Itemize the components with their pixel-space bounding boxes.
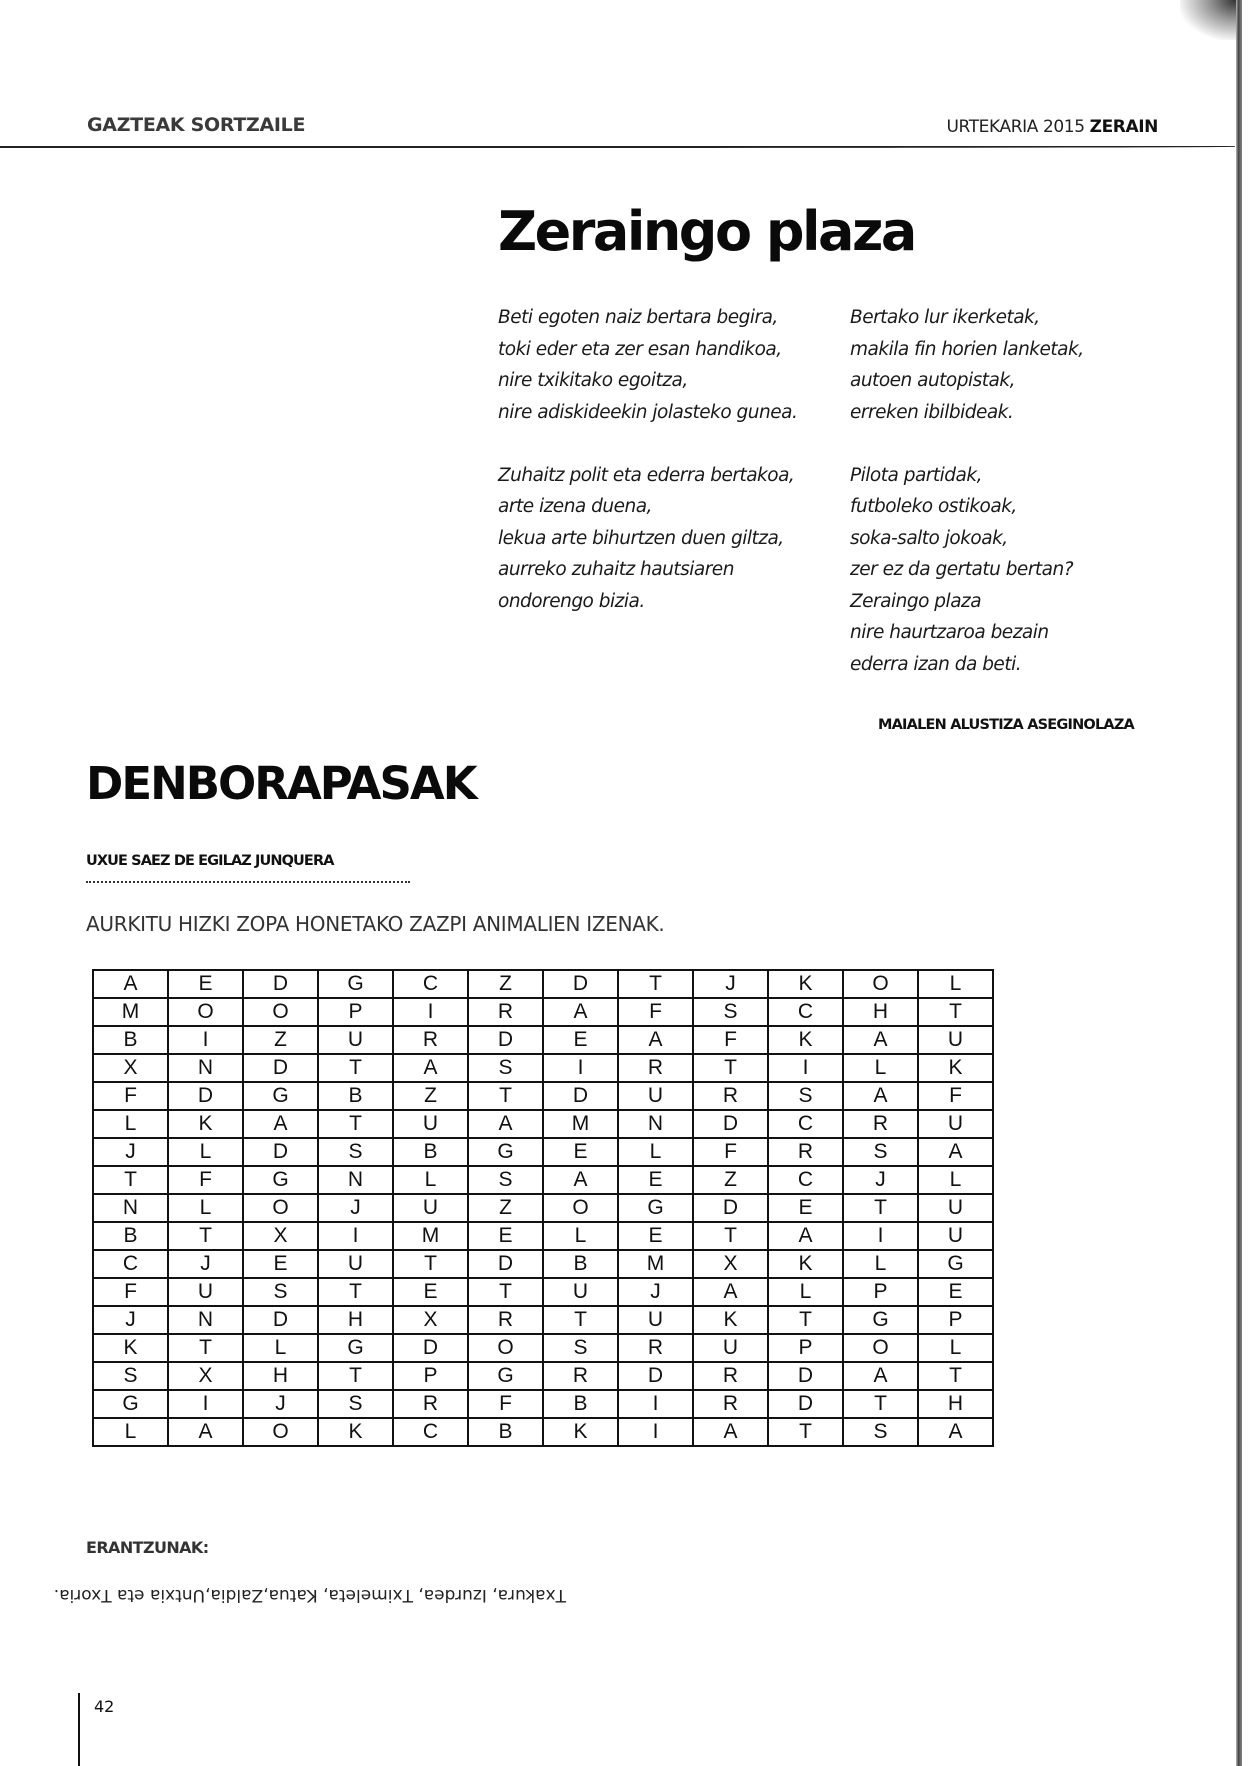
grid-cell: S bbox=[693, 998, 768, 1026]
grid-cell: C bbox=[93, 1250, 168, 1278]
grid-cell: T bbox=[693, 1054, 768, 1082]
grid-cell: D bbox=[768, 1390, 843, 1418]
grid-cell: A bbox=[768, 1222, 843, 1250]
grid-cell: U bbox=[318, 1026, 393, 1054]
poem-line: Zuhaitz polit eta ederra bertakoa, bbox=[498, 464, 795, 486]
grid-cell: L bbox=[93, 1110, 168, 1138]
grid-cell: T bbox=[318, 1054, 393, 1082]
grid-cell: J bbox=[843, 1166, 918, 1194]
grid-cell: G bbox=[243, 1082, 318, 1110]
grid-cell: U bbox=[393, 1194, 468, 1222]
grid-cell: K bbox=[93, 1334, 168, 1362]
grid-cell: T bbox=[768, 1306, 843, 1334]
grid-cell: R bbox=[843, 1110, 918, 1138]
grid-cell: I bbox=[618, 1418, 693, 1446]
grid-cell: I bbox=[843, 1222, 918, 1250]
grid-cell: K bbox=[768, 970, 843, 998]
grid-cell: P bbox=[918, 1306, 993, 1334]
grid-cell: A bbox=[843, 1362, 918, 1390]
poem-line: Bertako lur ikerketak, bbox=[850, 307, 1040, 328]
grid-cell: K bbox=[768, 1250, 843, 1278]
grid-cell: M bbox=[543, 1110, 618, 1138]
grid-cell: T bbox=[468, 1278, 543, 1306]
puzzle-instruction: AURKITU HIZKI ZOPA HONETAKO ZAZPI ANIMALIEN IZENAK. bbox=[86, 912, 665, 936]
grid-cell: E bbox=[168, 970, 243, 998]
grid-cell: R bbox=[393, 1390, 468, 1418]
grid-cell: T bbox=[693, 1222, 768, 1250]
grid-cell: T bbox=[543, 1306, 618, 1334]
grid-cell: I bbox=[618, 1390, 693, 1418]
grid-cell: A bbox=[93, 970, 168, 998]
grid-cell: F bbox=[468, 1390, 543, 1418]
grid-cell: U bbox=[168, 1278, 243, 1306]
grid-cell: A bbox=[393, 1054, 468, 1082]
answers-label: ERANTZUNAK: bbox=[86, 1538, 209, 1557]
grid-cell: U bbox=[318, 1250, 393, 1278]
grid-cell: E bbox=[243, 1250, 318, 1278]
grid-row bbox=[93, 1166, 993, 1194]
grid-cell: G bbox=[618, 1194, 693, 1222]
grid-cell: R bbox=[468, 998, 543, 1026]
grid-cell: X bbox=[168, 1362, 243, 1390]
grid-cell: X bbox=[243, 1222, 318, 1250]
poem-line: futboleko ostikoak, bbox=[850, 496, 1017, 517]
poem-line: aurreko zuhaitz hautsiaren bbox=[498, 559, 734, 580]
grid-cell: H bbox=[843, 998, 918, 1026]
grid-cell: H bbox=[243, 1362, 318, 1390]
section-header: GAZTEAK SORTZAILE bbox=[87, 114, 306, 136]
grid-row bbox=[93, 1194, 993, 1222]
grid-cell: U bbox=[618, 1082, 693, 1110]
grid-row bbox=[93, 1418, 993, 1446]
grid-cell: T bbox=[768, 1418, 843, 1446]
grid-cell: P bbox=[768, 1334, 843, 1362]
grid-cell: X bbox=[393, 1306, 468, 1334]
grid-cell: F bbox=[918, 1082, 993, 1110]
grid-cell: A bbox=[843, 1026, 918, 1054]
page-corner-shadow bbox=[1180, 0, 1236, 40]
grid-cell: S bbox=[93, 1362, 168, 1390]
grid-cell: E bbox=[768, 1194, 843, 1222]
grid-cell: A bbox=[543, 998, 618, 1026]
grid-cell: I bbox=[318, 1222, 393, 1250]
poem-line: ondorengo bizia. bbox=[498, 590, 645, 612]
grid-cell: Z bbox=[243, 1026, 318, 1054]
grid-cell: A bbox=[618, 1026, 693, 1054]
grid-cell: U bbox=[693, 1334, 768, 1362]
publication-header bbox=[946, 117, 1158, 137]
grid-cell: G bbox=[318, 970, 393, 998]
grid-cell: A bbox=[843, 1082, 918, 1110]
grid-cell: K bbox=[918, 1054, 993, 1082]
grid-cell: J bbox=[693, 970, 768, 998]
grid-cell: N bbox=[318, 1166, 393, 1194]
page-edge-shadow bbox=[1236, 0, 1242, 1766]
grid-cell: S bbox=[768, 1082, 843, 1110]
grid-cell: R bbox=[393, 1026, 468, 1054]
grid-cell: L bbox=[243, 1334, 318, 1362]
grid-cell: L bbox=[93, 1418, 168, 1446]
grid-cell: U bbox=[543, 1278, 618, 1306]
grid-cell: N bbox=[93, 1194, 168, 1222]
grid-cell: I bbox=[168, 1026, 243, 1054]
grid-cell: R bbox=[618, 1054, 693, 1082]
grid-cell: U bbox=[618, 1306, 693, 1334]
grid-row bbox=[93, 1026, 993, 1054]
grid-cell: T bbox=[318, 1362, 393, 1390]
grid-cell: L bbox=[393, 1166, 468, 1194]
grid-cell: N bbox=[618, 1110, 693, 1138]
grid-row bbox=[93, 1306, 993, 1334]
grid-row bbox=[93, 1250, 993, 1278]
grid-cell: C bbox=[393, 970, 468, 998]
grid-cell: M bbox=[618, 1250, 693, 1278]
grid-row bbox=[93, 1138, 993, 1166]
grid-cell: B bbox=[468, 1418, 543, 1446]
grid-cell: Z bbox=[693, 1166, 768, 1194]
grid-cell: F bbox=[168, 1166, 243, 1194]
grid-cell: S bbox=[318, 1138, 393, 1166]
grid-cell: L bbox=[618, 1138, 693, 1166]
grid-row bbox=[93, 1082, 993, 1110]
grid-cell: S bbox=[243, 1278, 318, 1306]
grid-cell: D bbox=[168, 1082, 243, 1110]
word-search-grid bbox=[92, 969, 994, 1447]
grid-cell: J bbox=[93, 1138, 168, 1166]
grid-cell: L bbox=[168, 1194, 243, 1222]
poem-author: MAIALEN ALUSTIZA ASEGINOLAZA bbox=[878, 717, 1134, 733]
grid-cell: G bbox=[243, 1166, 318, 1194]
grid-cell: D bbox=[243, 1138, 318, 1166]
grid-cell: T bbox=[468, 1082, 543, 1110]
grid-cell: O bbox=[468, 1334, 543, 1362]
poem-line: lekua arte bihurtzen duen giltza, bbox=[498, 527, 784, 549]
grid-cell: E bbox=[618, 1166, 693, 1194]
poem-line: arte izena duena, bbox=[498, 496, 652, 517]
grid-cell: S bbox=[468, 1054, 543, 1082]
grid-cell: A bbox=[693, 1418, 768, 1446]
grid-cell: O bbox=[243, 998, 318, 1026]
poem-title: Zeraingo plaza bbox=[498, 200, 915, 263]
poem-line: autoen autopistak, bbox=[850, 370, 1015, 391]
grid-cell: J bbox=[168, 1250, 243, 1278]
grid-cell: U bbox=[918, 1110, 993, 1138]
publication-name: URTEKARIA 2015 bbox=[946, 117, 1085, 137]
grid-cell: T bbox=[168, 1334, 243, 1362]
grid-cell: K bbox=[543, 1418, 618, 1446]
grid-cell: I bbox=[393, 998, 468, 1026]
grid-cell: D bbox=[243, 1306, 318, 1334]
stanza-break bbox=[850, 428, 1084, 460]
grid-cell: F bbox=[693, 1138, 768, 1166]
grid-cell: E bbox=[393, 1278, 468, 1306]
grid-cell: A bbox=[468, 1110, 543, 1138]
grid-cell: J bbox=[243, 1390, 318, 1418]
grid-cell: C bbox=[768, 1110, 843, 1138]
grid-cell: G bbox=[918, 1250, 993, 1278]
grid-cell: D bbox=[468, 1250, 543, 1278]
grid-row bbox=[93, 1110, 993, 1138]
grid-cell: Z bbox=[393, 1082, 468, 1110]
poem-line: nire txikitako egoitza, bbox=[498, 370, 688, 391]
grid-cell: T bbox=[918, 1362, 993, 1390]
grid-cell: H bbox=[318, 1306, 393, 1334]
grid-cell: D bbox=[693, 1194, 768, 1222]
grid-cell: G bbox=[843, 1306, 918, 1334]
grid-cell: R bbox=[468, 1306, 543, 1334]
grid-cell: S bbox=[843, 1418, 918, 1446]
grid-cell: Z bbox=[468, 1194, 543, 1222]
grid-cell: M bbox=[393, 1222, 468, 1250]
poem-right-column bbox=[850, 302, 1084, 680]
grid-cell: L bbox=[843, 1054, 918, 1082]
grid-cell: R bbox=[693, 1390, 768, 1418]
grid-cell: S bbox=[843, 1138, 918, 1166]
grid-cell: B bbox=[543, 1390, 618, 1418]
answers-upside-down: Txakura, Izurdea, Tximeleta, Katua,Zaldia,Untxia eta Txoria. bbox=[53, 1585, 566, 1605]
footer-rule bbox=[78, 1693, 80, 1766]
grid-cell: E bbox=[618, 1222, 693, 1250]
grid-cell: B bbox=[93, 1222, 168, 1250]
puzzle-section-title: DENBORAPASAK bbox=[86, 757, 476, 810]
poem-line: makila fin horien lanketak, bbox=[850, 338, 1084, 360]
poem-line: nire adiskideekin jolasteko gunea. bbox=[498, 401, 798, 423]
grid-cell: L bbox=[918, 1334, 993, 1362]
grid-cell: C bbox=[768, 998, 843, 1026]
grid-cell: K bbox=[693, 1306, 768, 1334]
grid-cell: L bbox=[843, 1250, 918, 1278]
grid-cell: U bbox=[918, 1026, 993, 1054]
grid-cell: D bbox=[768, 1362, 843, 1390]
grid-cell: T bbox=[318, 1110, 393, 1138]
grid-cell: J bbox=[618, 1278, 693, 1306]
poem-line: Zeraingo plaza bbox=[850, 590, 982, 612]
grid-cell: X bbox=[93, 1054, 168, 1082]
grid-cell: T bbox=[918, 998, 993, 1026]
grid-cell: D bbox=[468, 1026, 543, 1054]
grid-row bbox=[93, 1390, 993, 1418]
poem-line: Pilota partidak, bbox=[850, 464, 982, 486]
grid-cell: G bbox=[93, 1390, 168, 1418]
grid-cell: G bbox=[318, 1334, 393, 1362]
grid-row bbox=[93, 998, 993, 1026]
grid-cell: G bbox=[468, 1138, 543, 1166]
grid-cell: F bbox=[93, 1082, 168, 1110]
grid-cell: A bbox=[918, 1418, 993, 1446]
grid-cell: L bbox=[543, 1222, 618, 1250]
grid-cell: T bbox=[93, 1166, 168, 1194]
grid-cell: O bbox=[843, 970, 918, 998]
grid-cell: D bbox=[243, 970, 318, 998]
grid-cell: T bbox=[618, 970, 693, 998]
grid-cell: P bbox=[393, 1362, 468, 1390]
grid-cell: U bbox=[918, 1222, 993, 1250]
grid-cell: E bbox=[918, 1278, 993, 1306]
grid-cell: T bbox=[843, 1390, 918, 1418]
grid-row bbox=[93, 1278, 993, 1306]
grid-cell: L bbox=[918, 970, 993, 998]
grid-cell: C bbox=[393, 1418, 468, 1446]
grid-cell: K bbox=[168, 1110, 243, 1138]
poem-line: toki eder eta zer esan handikoa, bbox=[498, 338, 782, 360]
grid-cell: P bbox=[843, 1278, 918, 1306]
grid-cell: X bbox=[693, 1250, 768, 1278]
grid-cell: L bbox=[768, 1278, 843, 1306]
grid-cell: F bbox=[693, 1026, 768, 1054]
grid-cell: D bbox=[243, 1054, 318, 1082]
grid-cell: F bbox=[618, 998, 693, 1026]
grid-cell: T bbox=[843, 1194, 918, 1222]
grid-cell: O bbox=[243, 1418, 318, 1446]
grid-cell: L bbox=[168, 1138, 243, 1166]
grid-row bbox=[93, 1334, 993, 1362]
poem-line: zer ez da gertatu bertan? bbox=[850, 559, 1074, 580]
grid-cell: D bbox=[693, 1110, 768, 1138]
grid-cell: C bbox=[768, 1166, 843, 1194]
grid-cell: U bbox=[918, 1194, 993, 1222]
grid-cell: J bbox=[93, 1306, 168, 1334]
grid-cell: A bbox=[243, 1110, 318, 1138]
grid-row bbox=[93, 1362, 993, 1390]
grid-cell: I bbox=[543, 1054, 618, 1082]
grid-cell: P bbox=[318, 998, 393, 1026]
grid-cell: O bbox=[168, 998, 243, 1026]
grid-cell: F bbox=[93, 1278, 168, 1306]
grid-cell: D bbox=[543, 1082, 618, 1110]
grid-cell: E bbox=[543, 1026, 618, 1054]
grid-cell: L bbox=[918, 1166, 993, 1194]
grid-cell: K bbox=[768, 1026, 843, 1054]
grid-cell: D bbox=[393, 1334, 468, 1362]
grid-cell: S bbox=[543, 1334, 618, 1362]
grid-cell: D bbox=[618, 1362, 693, 1390]
grid-cell: R bbox=[768, 1138, 843, 1166]
poem-line: ederra izan da beti. bbox=[850, 653, 1022, 675]
poem-left-column bbox=[498, 302, 797, 617]
grid-cell: I bbox=[768, 1054, 843, 1082]
grid-cell: S bbox=[468, 1166, 543, 1194]
grid-cell: K bbox=[318, 1418, 393, 1446]
grid-cell: A bbox=[918, 1138, 993, 1166]
poem-line: Beti egoten naiz bertara begira, bbox=[498, 307, 778, 328]
dotted-divider bbox=[86, 881, 410, 883]
grid-cell: I bbox=[168, 1390, 243, 1418]
grid-row bbox=[93, 1222, 993, 1250]
grid-cell: R bbox=[693, 1362, 768, 1390]
grid-row bbox=[93, 970, 993, 998]
grid-cell: R bbox=[693, 1082, 768, 1110]
grid-cell: B bbox=[318, 1082, 393, 1110]
grid-cell: Z bbox=[468, 970, 543, 998]
grid-cell: O bbox=[543, 1194, 618, 1222]
poem-line: soka-salto jokoak, bbox=[850, 527, 1008, 549]
grid-cell: A bbox=[168, 1418, 243, 1446]
grid-cell: N bbox=[168, 1306, 243, 1334]
header-divider bbox=[0, 146, 1235, 148]
grid-cell: B bbox=[543, 1250, 618, 1278]
grid-cell: O bbox=[843, 1334, 918, 1362]
poem-line: nire haurtzaroa bezain bbox=[850, 622, 1049, 643]
grid-cell: T bbox=[393, 1250, 468, 1278]
grid-cell: G bbox=[468, 1362, 543, 1390]
grid-cell: E bbox=[543, 1138, 618, 1166]
grid-cell: D bbox=[543, 970, 618, 998]
grid-cell: A bbox=[693, 1278, 768, 1306]
grid-cell: R bbox=[543, 1362, 618, 1390]
poem-line: erreken ibilbideak. bbox=[850, 401, 1014, 423]
grid-cell: H bbox=[918, 1390, 993, 1418]
grid-cell: T bbox=[318, 1278, 393, 1306]
stanza-break bbox=[498, 428, 797, 460]
grid-row bbox=[93, 1054, 993, 1082]
town-name: ZERAIN bbox=[1089, 117, 1158, 137]
grid-cell: M bbox=[93, 998, 168, 1026]
grid-cell: O bbox=[243, 1194, 318, 1222]
page-number: 42 bbox=[94, 1697, 115, 1716]
grid-cell: J bbox=[318, 1194, 393, 1222]
grid-cell: B bbox=[393, 1138, 468, 1166]
grid-cell: S bbox=[318, 1390, 393, 1418]
grid-cell: N bbox=[168, 1054, 243, 1082]
grid-cell: T bbox=[168, 1222, 243, 1250]
puzzle-author: UXUE SAEZ DE EGILAZ JUNQUERA bbox=[86, 853, 334, 869]
grid-cell: E bbox=[468, 1222, 543, 1250]
grid-cell: U bbox=[393, 1110, 468, 1138]
grid-cell: B bbox=[93, 1026, 168, 1054]
grid-cell: A bbox=[543, 1166, 618, 1194]
grid-cell: R bbox=[618, 1334, 693, 1362]
